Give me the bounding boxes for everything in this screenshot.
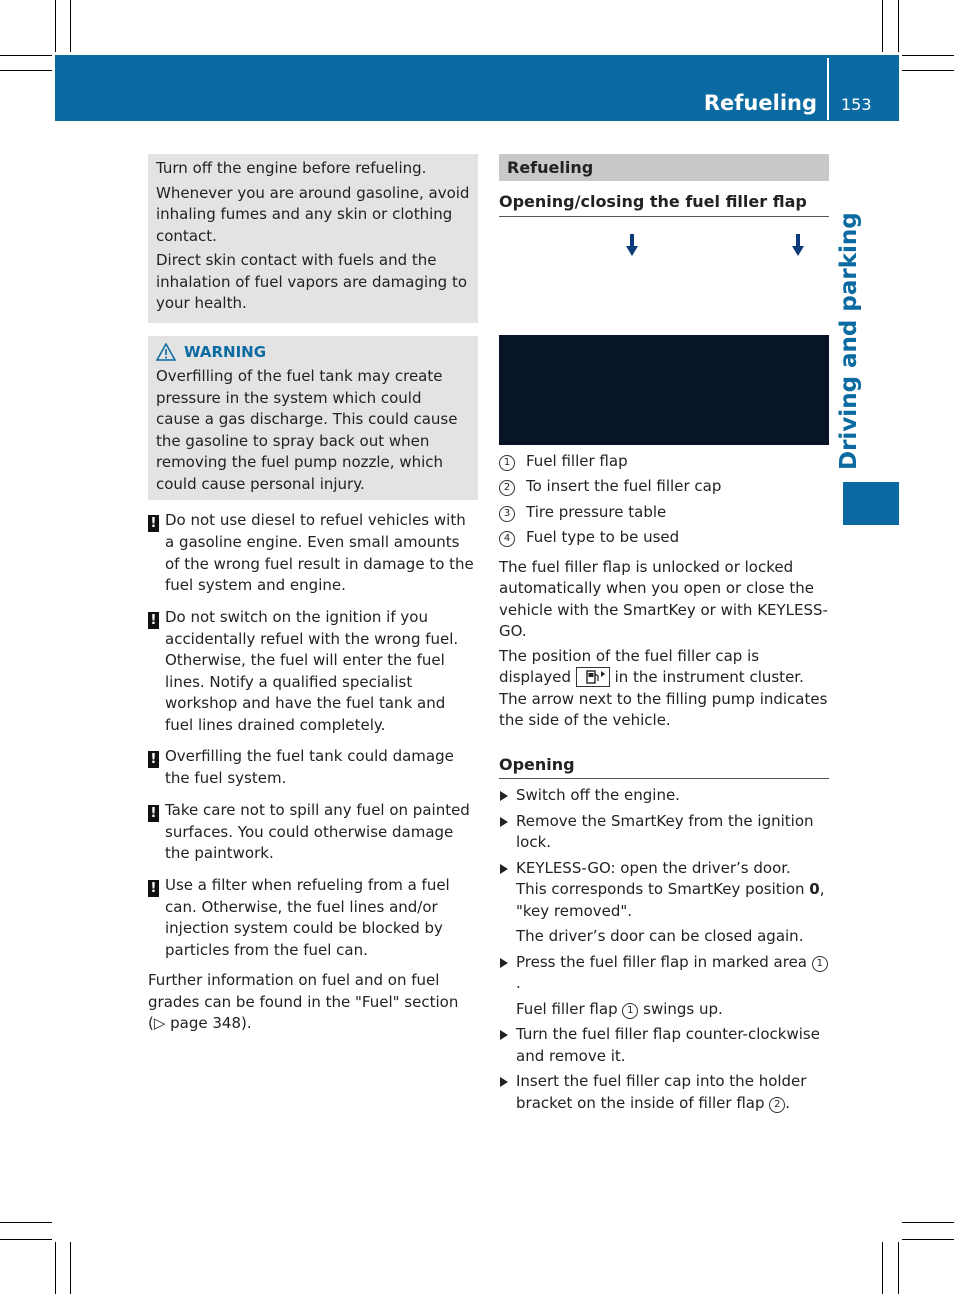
warning-text: Overfilling of the fuel tank may create pressure in the system which could cause a gas discharge. This could cause the gasoline to spray back out when removing the fuel pump nozzle, which could cause personal injury. <box>156 367 458 493</box>
crop-mark <box>0 1222 52 1223</box>
crop-mark <box>0 55 52 56</box>
steps-list <box>499 785 829 1114</box>
step-continuation: The driver’s door can be closed again. <box>516 927 804 945</box>
step-text: , "key removed". <box>516 880 825 920</box>
step-arrow-icon <box>500 817 508 827</box>
note-text: Use a filter when refueling from a fuel can. Otherwise, the fuel lines and/or injection system could be blocked by particles from the fuel can. <box>165 875 450 959</box>
crop-mark <box>55 0 56 52</box>
step-text: Press the fuel filler flap in marked area <box>516 952 812 971</box>
chapter-side-title: Driving and parking <box>836 212 862 470</box>
figure-upper-area <box>499 217 829 335</box>
step-text: Remove the SmartKey from the ignition lock. <box>516 811 814 851</box>
further-info-text: Further information on fuel and on fuel grades can be found in the "Fuel" section <box>148 971 459 1011</box>
page-title: Refueling <box>703 91 817 115</box>
crop-mark <box>902 55 954 56</box>
crop-mark <box>902 1222 954 1223</box>
callout-number: 1 <box>812 956 828 972</box>
chapter-tab-marker <box>843 482 899 525</box>
caution-box <box>148 154 478 323</box>
page-number: 153 <box>841 95 872 114</box>
note-item <box>148 800 478 865</box>
subsection-title: Opening/closing the fuel filler flap <box>499 191 829 217</box>
exclamation-icon: ! <box>148 880 159 897</box>
note-item <box>148 746 478 790</box>
fuel-filler-flap-image <box>499 335 829 445</box>
crop-mark <box>902 70 954 71</box>
note-item <box>148 875 478 962</box>
section-title: Refueling <box>499 154 829 181</box>
legend-text: Fuel type to be used <box>526 528 680 546</box>
note-text: Do not use diesel to refuel vehicles with a gasoline engine. Even small amounts of the wrong fuel result in damage to the fuel system and engine. <box>165 511 474 594</box>
legend-text: To insert the fuel filler cap <box>526 477 722 495</box>
step-item <box>499 811 829 854</box>
legend-list <box>499 451 829 549</box>
step-item <box>499 785 829 807</box>
step-arrow-icon <box>500 958 508 968</box>
note-text: Overfilling the fuel tank could damage the fuel system. <box>165 747 454 787</box>
crop-mark <box>0 70 52 71</box>
exclamation-icon: ! <box>148 805 159 822</box>
legend-number: 1 <box>499 455 515 471</box>
right-column <box>499 154 829 1114</box>
legend-number: 3 <box>499 506 515 522</box>
legend-number: 2 <box>499 480 515 496</box>
crop-mark <box>902 1239 954 1240</box>
crop-mark <box>882 1242 883 1294</box>
step-text: Fuel filler flap <box>516 999 623 1018</box>
exclamation-icon: ! <box>148 515 159 532</box>
arrow-down-icon <box>792 234 804 256</box>
note-text: Take care not to spill any fuel on painted surfaces. You could otherwise damage the paintwork. <box>165 800 470 862</box>
note-item <box>148 510 478 597</box>
opening-heading: Opening <box>499 754 829 780</box>
step-text: Turn the fuel filler flap counter-clockwise and remove it. <box>516 1025 820 1065</box>
warning-box <box>148 336 478 501</box>
legend-text: Fuel filler flap <box>526 451 628 470</box>
step-continuation <box>499 999 829 1021</box>
step-arrow-icon <box>500 791 508 801</box>
step-item <box>499 1024 829 1067</box>
warning-label: WARNING <box>184 342 267 361</box>
legend-item <box>499 527 829 549</box>
step-item <box>499 1071 829 1114</box>
step-text: This corresponds to SmartKey position <box>516 880 810 898</box>
step-text: . <box>516 974 521 992</box>
further-info <box>148 970 478 1035</box>
step-text: Insert the fuel filler cap into the holder bracket on the inside of filler flap <box>516 1072 807 1112</box>
left-column <box>148 154 478 1035</box>
paragraph-text: in the instrument cluster. The arrow next to the filling pump indicates the side of the vehicle. <box>499 668 828 729</box>
crop-mark <box>898 0 899 52</box>
legend-item <box>499 476 829 498</box>
crop-mark <box>55 1242 56 1294</box>
step-text: KEYLESS-GO: open the driver’s door. <box>516 858 791 877</box>
exclamation-icon: ! <box>148 612 159 629</box>
step-continuation <box>499 879 829 922</box>
arrow-down-icon <box>626 234 638 256</box>
legend-text: Tire pressure table <box>526 502 667 521</box>
step-text: . <box>785 1093 791 1112</box>
legend-item <box>499 502 829 524</box>
crop-mark <box>70 1242 71 1294</box>
warning-heading <box>156 342 470 364</box>
note-item <box>148 607 478 737</box>
callout-number: 1 <box>622 1003 638 1019</box>
crop-mark <box>898 1242 899 1294</box>
step-text: Switch off the engine. <box>516 786 680 804</box>
caution-line: Turn off the engine before refueling. <box>156 159 427 177</box>
legend-number: 4 <box>499 531 515 547</box>
step-arrow-icon <box>500 1077 508 1087</box>
crop-mark <box>0 1239 52 1240</box>
note-text: Do not switch on the ignition if you accidentally refuel with the wrong fuel. Otherwise, the fuel will enter the fuel lines. Notify a qualified specialist workshop and have the fuel tank and fuel lines drained completely. <box>165 607 459 734</box>
warning-triangle-icon <box>156 343 176 361</box>
step-arrow-icon <box>500 864 508 874</box>
page-reference-link[interactable]: (▷ page 348). <box>148 1014 252 1032</box>
exclamation-icon: ! <box>148 751 159 768</box>
callout-number: 2 <box>769 1097 785 1113</box>
crop-mark <box>70 0 71 52</box>
caution-line: Direct skin contact with fuels and the inhalation of fuel vapors are damaging to your health. <box>156 251 468 312</box>
header-divider <box>827 58 829 120</box>
step-item <box>499 952 829 995</box>
caution-line: Whenever you are around gasoline, avoid inhaling fumes and any skin or clothing contact. <box>156 183 470 245</box>
step-item <box>499 858 829 880</box>
crop-mark <box>882 0 883 52</box>
paragraph-text: The position of the fuel filler cap is displayed <box>499 646 760 686</box>
paragraph: The fuel filler flap is unlocked or locked automatically when you open or close the vehicle with the SmartKey or with KEYLESS-GO. <box>499 557 828 640</box>
fuel-pump-icon <box>576 667 610 687</box>
legend-item <box>499 451 829 473</box>
step-text: swings up. <box>638 999 723 1018</box>
paragraph <box>499 646 829 732</box>
step-arrow-icon <box>500 1030 508 1040</box>
key-position: 0 <box>809 880 820 898</box>
